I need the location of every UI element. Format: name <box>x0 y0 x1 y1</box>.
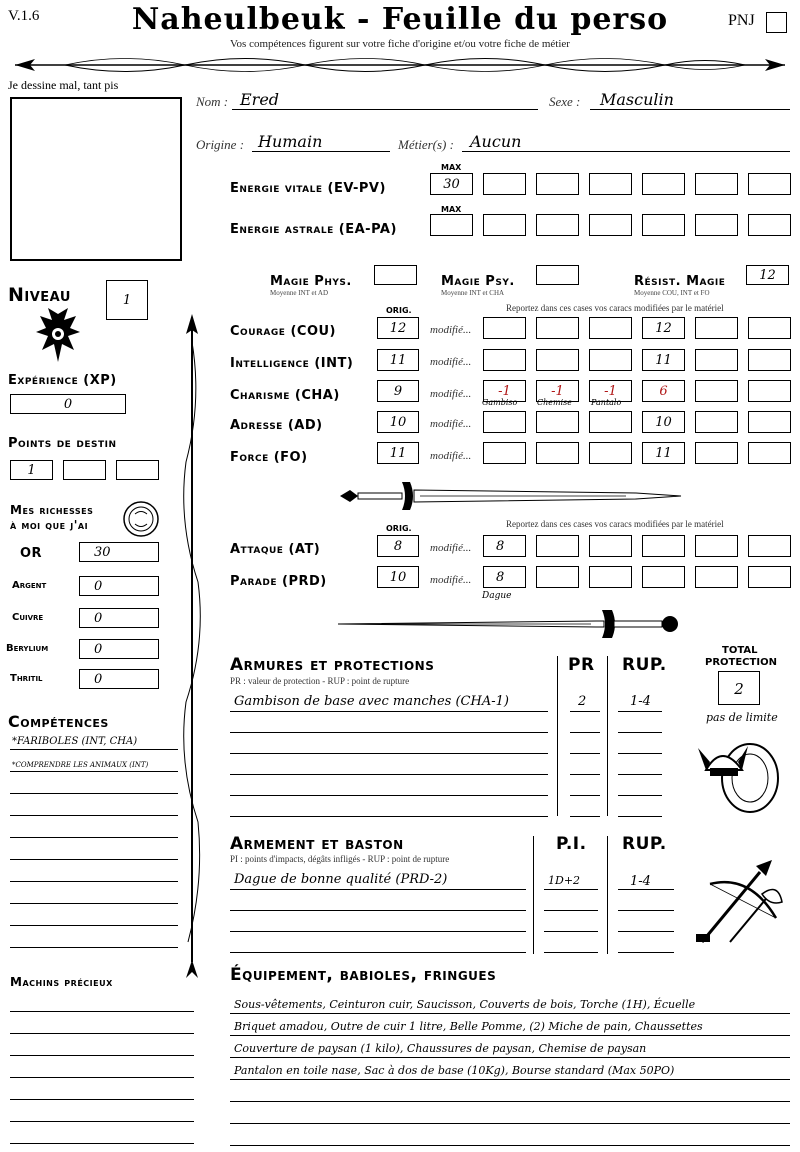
ea-box[interactable] <box>483 214 526 236</box>
competence-line[interactable] <box>10 749 178 750</box>
equipement-line-text: Pantalon en toile nase, Sac à dos de base (10Kg), Bourse standard (Max 50PO) <box>234 1064 675 1077</box>
destin-box[interactable] <box>63 460 106 480</box>
force-mod-box[interactable]: 11 <box>642 442 685 464</box>
ea-box[interactable] <box>430 214 473 236</box>
intelligence-mod-box[interactable] <box>695 349 738 371</box>
magie-psy-box[interactable] <box>536 265 579 285</box>
attaque-mod-box[interactable] <box>748 535 791 557</box>
sheet-title: Naheulbeuk - Feuille du perso <box>131 2 669 37</box>
cha-annotation: Chemise <box>537 398 572 407</box>
armure-line[interactable] <box>570 732 600 733</box>
version-label: V.1.6 <box>8 8 40 24</box>
sword-icon <box>336 478 686 514</box>
parade-mod-box[interactable] <box>748 566 791 588</box>
intelligence-mod-box[interactable] <box>748 349 791 371</box>
sheet-subtitle: Vos compétences figurent sur votre fiche d'origine et/ou votre fiche de métier <box>230 38 570 50</box>
xp-label: Expérience (XP) <box>8 373 117 388</box>
charisme-mod-box[interactable]: -1 <box>483 380 526 402</box>
armure-line[interactable] <box>230 795 548 796</box>
adresse-mod-box[interactable] <box>589 411 632 433</box>
courage-orig-box[interactable]: 12 <box>377 317 419 339</box>
magie-phys-note: Moyenne INT et AD <box>270 289 328 297</box>
portrait-box[interactable] <box>10 97 182 261</box>
equipement-line[interactable] <box>230 1013 790 1014</box>
cuivre-label: Cuivre <box>12 612 44 623</box>
armement-col-divider <box>533 836 534 954</box>
force-modifie-label: modifié... <box>430 450 472 462</box>
arme-line[interactable] <box>544 952 598 953</box>
arme-line[interactable] <box>544 910 598 911</box>
arme-rup: 1-4 <box>630 874 651 889</box>
armure-line[interactable] <box>230 732 548 733</box>
total-protection-label-2: PROTECTION <box>705 657 777 668</box>
adresse-label: Adresse (AD) <box>230 418 323 433</box>
metier-value: Aucun <box>470 132 522 151</box>
armures-col-divider <box>607 656 608 816</box>
machins-line[interactable] <box>10 1077 194 1078</box>
destin-box[interactable] <box>116 460 159 480</box>
argent-box[interactable]: 0 <box>79 576 159 596</box>
combat-note: Reportez dans ces cases vos caracs modifiées par le matériel <box>506 519 724 529</box>
nom-field[interactable] <box>232 109 538 110</box>
armures-col-rup: RUP. <box>622 655 667 675</box>
competence-line[interactable] <box>10 793 178 794</box>
caracs-orig-label: ORIG. <box>386 306 412 315</box>
parade-mod-box[interactable] <box>695 566 738 588</box>
attaque-mod-box[interactable] <box>589 535 632 557</box>
combat-orig-label: ORIG. <box>386 524 412 533</box>
force-orig-box[interactable]: 11 <box>377 442 419 464</box>
ea-box[interactable] <box>695 214 738 236</box>
machins-label: Machins précieux <box>10 975 113 989</box>
richesses-label-2: à moi que j'ai <box>10 518 89 532</box>
armure-rup: 1-4 <box>630 694 651 709</box>
equipement-line-text: Sous-vêtements, Ceinturon cuir, Saucisson, Couverts de bois, Torche (1H), Écuelle <box>234 998 696 1011</box>
nom-label: Nom : <box>196 94 229 109</box>
courage-mod-box[interactable] <box>695 317 738 339</box>
machins-line[interactable] <box>10 1121 194 1122</box>
parade-label: Parade (PRD) <box>230 574 327 589</box>
parade-mod-box[interactable] <box>642 566 685 588</box>
coin-icon <box>122 500 160 538</box>
armure-line[interactable] <box>570 795 600 796</box>
intelligence-mod-box[interactable]: 11 <box>642 349 685 371</box>
attaque-orig-box[interactable]: 8 <box>377 535 419 557</box>
armure-line[interactable] <box>618 774 662 775</box>
arme-line[interactable] <box>618 910 674 911</box>
armement-col-rup: RUP. <box>622 834 667 854</box>
arme-line[interactable] <box>544 931 598 932</box>
arme-name: Dague de bonne qualité (PRD-2) <box>234 872 448 887</box>
armure-line[interactable] <box>570 816 600 817</box>
xp-box[interactable]: 0 <box>10 394 126 414</box>
armement-title: Armement et baston <box>230 834 404 854</box>
caracs-note: Reportez dans ces cases vos caracs modifiées par le matériel <box>506 303 724 313</box>
ev-box[interactable]: 30 <box>430 173 473 195</box>
niveau-label: Niveau <box>8 284 71 306</box>
machins-line[interactable] <box>10 1143 194 1144</box>
metier-label: Métier(s) : <box>398 137 454 152</box>
equipement-line[interactable] <box>230 1079 790 1080</box>
charisme-modifie-label: modifié... <box>430 388 472 400</box>
parade-mod-box[interactable] <box>536 566 579 588</box>
armure-line[interactable] <box>570 774 600 775</box>
argent-label: Argent <box>12 580 47 591</box>
cuivre-box[interactable]: 0 <box>79 608 159 628</box>
intelligence-mod-box[interactable] <box>589 349 632 371</box>
ea-box[interactable] <box>536 214 579 236</box>
niveau-box[interactable]: 1 <box>106 280 148 320</box>
berylium-box[interactable]: 0 <box>79 639 159 659</box>
intelligence-mod-box[interactable] <box>536 349 579 371</box>
nom-value: Ered <box>240 90 280 109</box>
armures-subtitle: PR : valeur de protection - RUP : point de rupture <box>230 676 410 686</box>
armure-line[interactable] <box>570 711 600 712</box>
charisme-mod-box[interactable]: -1 <box>589 380 632 402</box>
origine-label: Origine : <box>196 137 245 152</box>
courage-mod-box[interactable] <box>483 317 526 339</box>
or-box[interactable]: 30 <box>79 542 159 562</box>
origine-value: Humain <box>258 132 323 151</box>
sexe-label: Sexe : <box>549 94 581 109</box>
competence-line[interactable] <box>10 771 178 772</box>
pnj-label: PNJ <box>728 12 755 29</box>
thritil-box[interactable]: 0 <box>79 669 159 689</box>
magie-phys-box[interactable] <box>374 265 417 285</box>
berylium-label: Berylium <box>6 643 49 654</box>
machins-line[interactable] <box>10 1099 194 1100</box>
armure-line[interactable] <box>230 711 548 712</box>
resist-magie-note: Moyenne COU, INT et FO <box>634 289 710 297</box>
arme-line[interactable] <box>230 910 526 911</box>
charisme-mod-box[interactable] <box>748 380 791 402</box>
equipement-line-text: Briquet amadou, Outre de cuir 1 litre, Belle Pomme, (2) Miche de pain, Chaussettes <box>234 1020 703 1033</box>
arme-line[interactable] <box>618 952 674 953</box>
magie-psy-label: Magie Psy. <box>441 274 515 289</box>
armures-title: Armures et protections <box>230 655 435 675</box>
armement-subtitle: PI : points d'impacts, dégâts infligés - RUP : point de rupture <box>230 854 450 864</box>
total-protection-label-1: TOTAL <box>722 645 758 656</box>
armure-line[interactable] <box>230 753 548 754</box>
competences-label: Compétences <box>8 712 109 731</box>
armure-line[interactable] <box>618 795 662 796</box>
armures-col-pr: PR <box>568 655 595 675</box>
machins-line[interactable] <box>10 1011 194 1012</box>
competence-line[interactable] <box>10 837 178 838</box>
armure-line[interactable] <box>230 774 548 775</box>
dragon-icon <box>32 306 84 364</box>
courage-label: Courage (COU) <box>230 324 336 339</box>
adresse-orig-box[interactable]: 10 <box>377 411 419 433</box>
charisme-mod-box[interactable]: -1 <box>536 380 579 402</box>
force-mod-box[interactable] <box>483 442 526 464</box>
courage-mod-box[interactable] <box>589 317 632 339</box>
armement-col-pi: P.I. <box>556 834 587 854</box>
ev-label: Energie vitale (EV-PV) <box>230 181 386 196</box>
pnj-checkbox[interactable] <box>766 12 787 33</box>
destin-label: Points de destin <box>8 436 117 451</box>
parade-orig-box[interactable]: 10 <box>377 566 419 588</box>
adresse-modifie-label: modifié... <box>430 418 472 430</box>
competence-line[interactable] <box>10 903 178 904</box>
charisme-mod-box[interactable]: 6 <box>642 380 685 402</box>
attaque-mod-box[interactable] <box>642 535 685 557</box>
armement-col-divider <box>607 836 608 954</box>
sexe-value: Masculin <box>600 90 674 109</box>
ev-box[interactable] <box>536 173 579 195</box>
ev-max-label: MAX <box>441 163 462 172</box>
destin-box[interactable]: 1 <box>10 460 53 480</box>
equipement-line[interactable] <box>230 1057 790 1058</box>
attaque-mod-box[interactable] <box>695 535 738 557</box>
equipement-line[interactable] <box>230 1145 790 1146</box>
dague-note: Dague <box>482 591 512 601</box>
ev-box[interactable] <box>589 173 632 195</box>
armure-line[interactable] <box>618 753 662 754</box>
staff-divider-icon <box>180 312 204 980</box>
arme-line[interactable] <box>230 952 526 953</box>
resist-magie-label: Résist. Magie <box>634 274 726 289</box>
armure-line[interactable] <box>618 816 662 817</box>
competence-line[interactable] <box>10 881 178 882</box>
attaque-modifie-label: modifié... <box>430 542 472 554</box>
adresse-mod-box[interactable]: 10 <box>642 411 685 433</box>
arme-line[interactable] <box>618 931 674 932</box>
sword-icon <box>336 606 686 642</box>
helmet-shield-icon <box>692 726 788 816</box>
parade-mod-box[interactable]: 8 <box>483 566 526 588</box>
or-label: OR <box>20 546 43 561</box>
charisme-label: Charisme (CHA) <box>230 388 340 403</box>
force-mod-box[interactable] <box>748 442 791 464</box>
courage-mod-box[interactable] <box>748 317 791 339</box>
spear-divider-icon <box>5 50 795 80</box>
parade-mod-box[interactable] <box>589 566 632 588</box>
equipement-line[interactable] <box>230 1123 790 1124</box>
ea-label: Energie astrale (EA-PA) <box>230 222 397 237</box>
force-mod-box[interactable] <box>589 442 632 464</box>
attaque-mod-box[interactable]: 8 <box>483 535 526 557</box>
cha-annotation: Pantalo <box>591 398 622 407</box>
machins-line[interactable] <box>10 1033 194 1034</box>
intelligence-mod-box[interactable] <box>483 349 526 371</box>
portrait-caption: Je dessine mal, tant pis <box>8 78 119 92</box>
ea-box[interactable] <box>642 214 685 236</box>
origine-field[interactable] <box>252 151 390 152</box>
competence-item: *FARIBOLES (INT, CHA) <box>12 736 138 747</box>
armure-line[interactable] <box>618 711 662 712</box>
armure-name: Gambison de base avec manches (CHA-1) <box>234 694 509 709</box>
metier-field[interactable] <box>462 151 790 152</box>
ea-max-label: MAX <box>441 205 462 214</box>
attaque-mod-box[interactable] <box>536 535 579 557</box>
magie-phys-label: Magie Phys. <box>270 274 352 289</box>
adresse-mod-box[interactable] <box>483 411 526 433</box>
machins-line[interactable] <box>10 1055 194 1056</box>
richesses-label-1: Mes richesses <box>10 503 94 517</box>
competence-item: *COMPRENDRE LES ANIMAUX (INT) <box>12 761 149 769</box>
intelligence-orig-box[interactable]: 11 <box>377 349 419 371</box>
arme-line[interactable] <box>618 889 674 890</box>
charisme-orig-box[interactable]: 9 <box>377 380 419 402</box>
courage-mod-box[interactable] <box>536 317 579 339</box>
cha-annotation: Gambiso <box>482 398 518 407</box>
adresse-mod-box[interactable] <box>695 411 738 433</box>
arme-pi: 1D+2 <box>548 874 581 887</box>
ea-box[interactable] <box>589 214 632 236</box>
arme-line[interactable] <box>230 931 526 932</box>
total-protection-box[interactable]: 2 <box>718 671 760 705</box>
parade-modifie-label: modifié... <box>430 574 472 586</box>
armure-line[interactable] <box>570 753 600 754</box>
courage-modifie-label: modifié... <box>430 324 472 336</box>
force-mod-box[interactable] <box>536 442 579 464</box>
thritil-label: Thritil <box>10 673 43 684</box>
competence-line[interactable] <box>10 947 178 948</box>
competence-line[interactable] <box>10 925 178 926</box>
armure-line[interactable] <box>618 732 662 733</box>
ev-box[interactable] <box>748 173 791 195</box>
force-label: Force (FO) <box>230 450 308 465</box>
equipement-line[interactable] <box>230 1101 790 1102</box>
magie-psy-note: Moyenne INT et CHA <box>441 289 505 297</box>
ea-box[interactable] <box>748 214 791 236</box>
weapons-icon <box>690 854 790 950</box>
armures-col-divider <box>557 656 558 816</box>
equipement-line[interactable] <box>230 1035 790 1036</box>
ev-box[interactable] <box>483 173 526 195</box>
attaque-label: Attaque (AT) <box>230 542 321 557</box>
arme-line[interactable] <box>544 889 598 890</box>
ev-box[interactable] <box>695 173 738 195</box>
adresse-mod-box[interactable] <box>748 411 791 433</box>
courage-mod-box[interactable]: 12 <box>642 317 685 339</box>
equipement-line-text: Couverture de paysan (1 kilo), Chaussures de paysan, Chemise de paysan <box>234 1042 647 1055</box>
ev-box[interactable] <box>642 173 685 195</box>
arme-line[interactable] <box>230 889 526 890</box>
sexe-field[interactable] <box>590 109 790 110</box>
force-mod-box[interactable] <box>695 442 738 464</box>
armure-line[interactable] <box>230 816 548 817</box>
equipement-title: Équipement, babioles, fringues <box>230 965 497 985</box>
intelligence-label: Intelligence (INT) <box>230 356 354 371</box>
intelligence-modifie-label: modifié... <box>430 356 472 368</box>
armure-pr: 2 <box>578 694 587 709</box>
competence-line[interactable] <box>10 859 178 860</box>
resist-magie-box[interactable]: 12 <box>746 265 789 285</box>
competence-line[interactable] <box>10 815 178 816</box>
adresse-mod-box[interactable] <box>536 411 579 433</box>
charisme-mod-box[interactable] <box>695 380 738 402</box>
total-protection-note: pas de limite <box>706 711 778 724</box>
